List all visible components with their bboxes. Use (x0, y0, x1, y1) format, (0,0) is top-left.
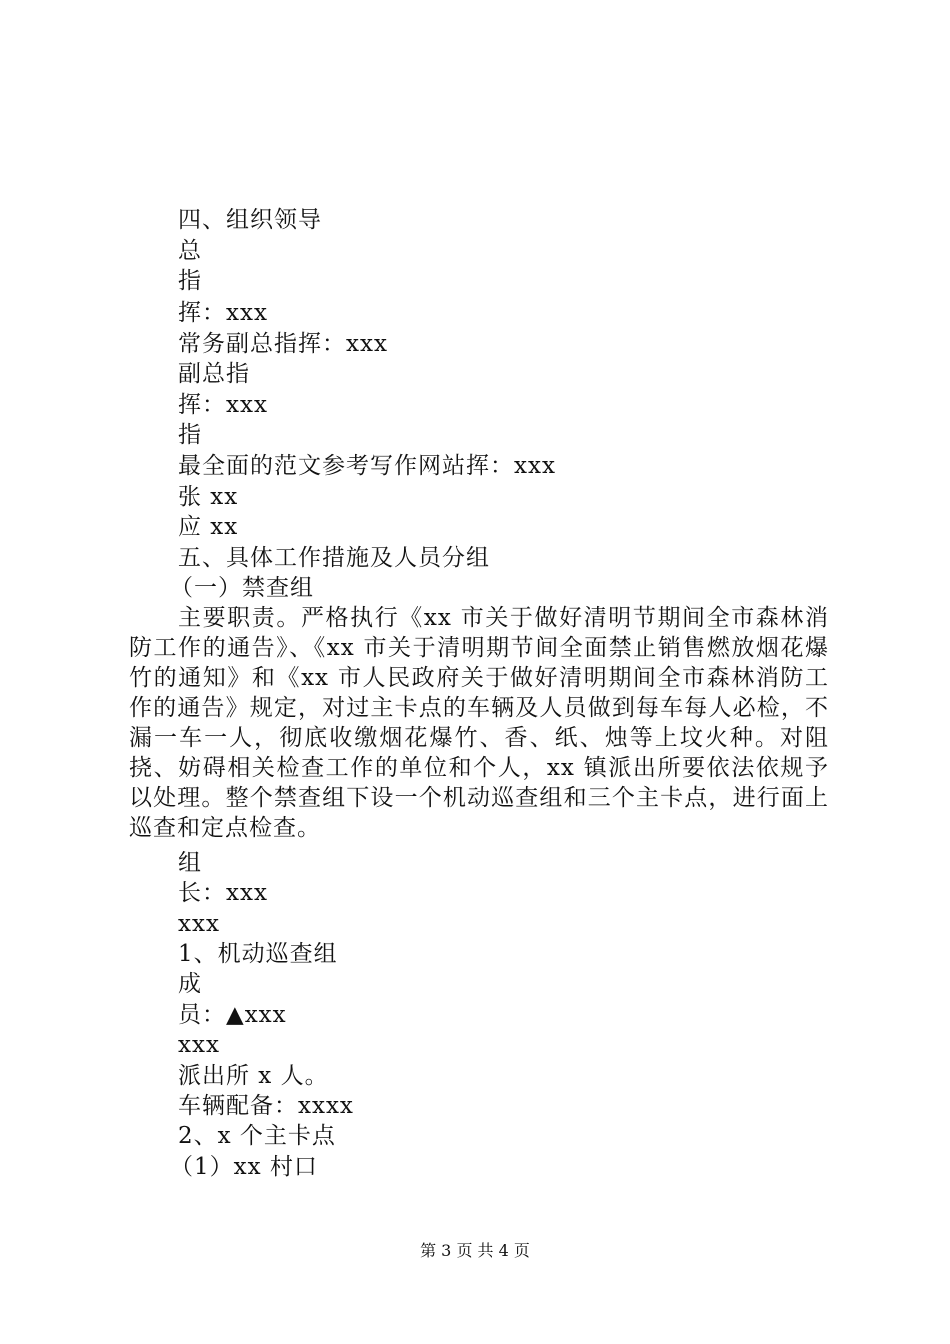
text-line: 成 (178, 971, 202, 997)
heading-checkpoints: 2、x 个主卡点 (178, 1123, 336, 1149)
text-line: 长：xxx (178, 880, 268, 906)
heading-measures: 五、具体工作措施及人员分组 (178, 545, 490, 571)
text-line: 应 xx (178, 514, 239, 540)
text-line: 员：▲xxx (178, 1002, 287, 1028)
text-line: 组 (178, 850, 202, 876)
text-line: 挥：xxx (178, 392, 268, 418)
heading-organization: 四、组织领导 (178, 207, 322, 233)
text-line: xxx (178, 911, 220, 937)
subheading-inspection-group: （一）禁查组 (170, 575, 314, 601)
text-line: 车辆配备：xxxx (178, 1093, 354, 1119)
text-line: 常务副总指挥：xxx (178, 331, 388, 357)
text-line: 指 (178, 422, 202, 448)
text-line: 指 (178, 268, 202, 294)
text-line: 张 xx (178, 484, 239, 510)
text-line: 最全面的范文参考写作网站挥：xxx (178, 453, 556, 479)
text-line: （1）xx 村口 (170, 1154, 318, 1180)
text-line: 挥：xxx (178, 300, 268, 326)
page-footer: 第 3 页 共 4 页 (420, 1241, 530, 1260)
responsibility-paragraph: 主要职责。严格执行《xx 市关于做好清明节期间全市森林消防工作的通告》、《xx 市关于清明期节间全面禁止销售燃放烟花爆竹的通知》和《xx 市人民政府关于做好清明期间全市森林消防工作的通告》规定，对过主卡点的车辆及人员做到每车每人必检，不漏一车一人，彻底收缴烟花爆竹、香、纸、烛等上坟火种。对阻挠、妨碍相关检查工作的单位和个人，xx 镇派出所要依法依规予以处理。整个禁查组下设一个机动巡查组和三个主卡点，进行面上巡查和定点检查。 (129, 605, 829, 841)
heading-patrol-group: 1、机动巡查组 (178, 941, 338, 967)
text-line: 总 (178, 238, 202, 264)
text-line: xxx (178, 1032, 220, 1058)
text-line: 副总指 (178, 361, 250, 387)
text-line: 派出所 x 人。 (178, 1063, 329, 1089)
